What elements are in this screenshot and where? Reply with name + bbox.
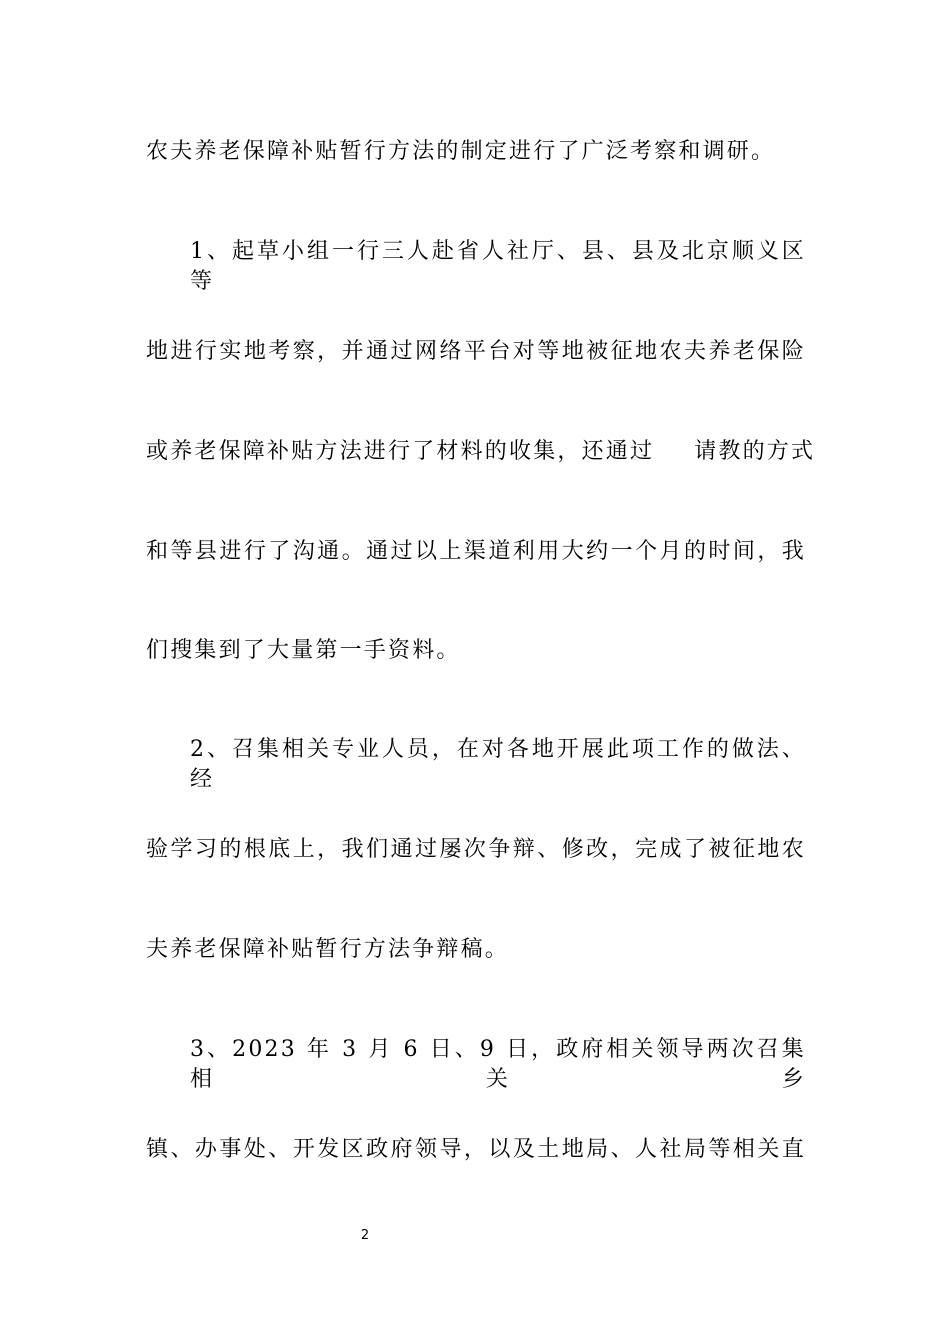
paragraph-line-3: 地进行实地考察，并通过网络平台对等地被征地农夫养老保险 — [146, 339, 806, 364]
paragraph-line-4 — [146, 437, 816, 467]
paragraph-line-7: 2、召集相关专业人员，在对各地开展此项工作的做法、经 — [190, 737, 806, 792]
paragraph-line-10: 3、2023 年 3 月 6 日、9 日，政府相关领导两次召集相关乡 — [190, 1037, 806, 1092]
paragraph-line-5: 和等县进行了沟通。通过以上渠道利用大约一个月的时间，我 — [146, 539, 806, 564]
paragraph-line-6: 们搜集到了大量第一手资料。 — [146, 638, 461, 663]
paragraph-line-9: 夫养老保障补贴暂行方法争辩稿。 — [146, 937, 510, 962]
paragraph-line-1: 农夫养老保障补贴暂行方法的制定进行了广泛考察和调研。 — [146, 139, 776, 164]
paragraph-line-2: 1、起草小组一行三人赴省人社厅、县、县及北京顺义区等 — [190, 239, 806, 294]
paragraph-line-4-start: 或养老保障补贴方法进行了材料的收集，还通过 — [146, 439, 655, 464]
paragraph-line-8: 验学习的根底上，我们通过屡次争辩、修改，完成了被征地农 — [146, 837, 806, 862]
page-number: 2 — [360, 1228, 370, 1243]
paragraph-line-11: 镇、办事处、开发区政府领导，以及土地局、人社局等相关直 — [146, 1137, 806, 1162]
paragraph-line-4-end: 请教的方式 — [694, 439, 816, 464]
